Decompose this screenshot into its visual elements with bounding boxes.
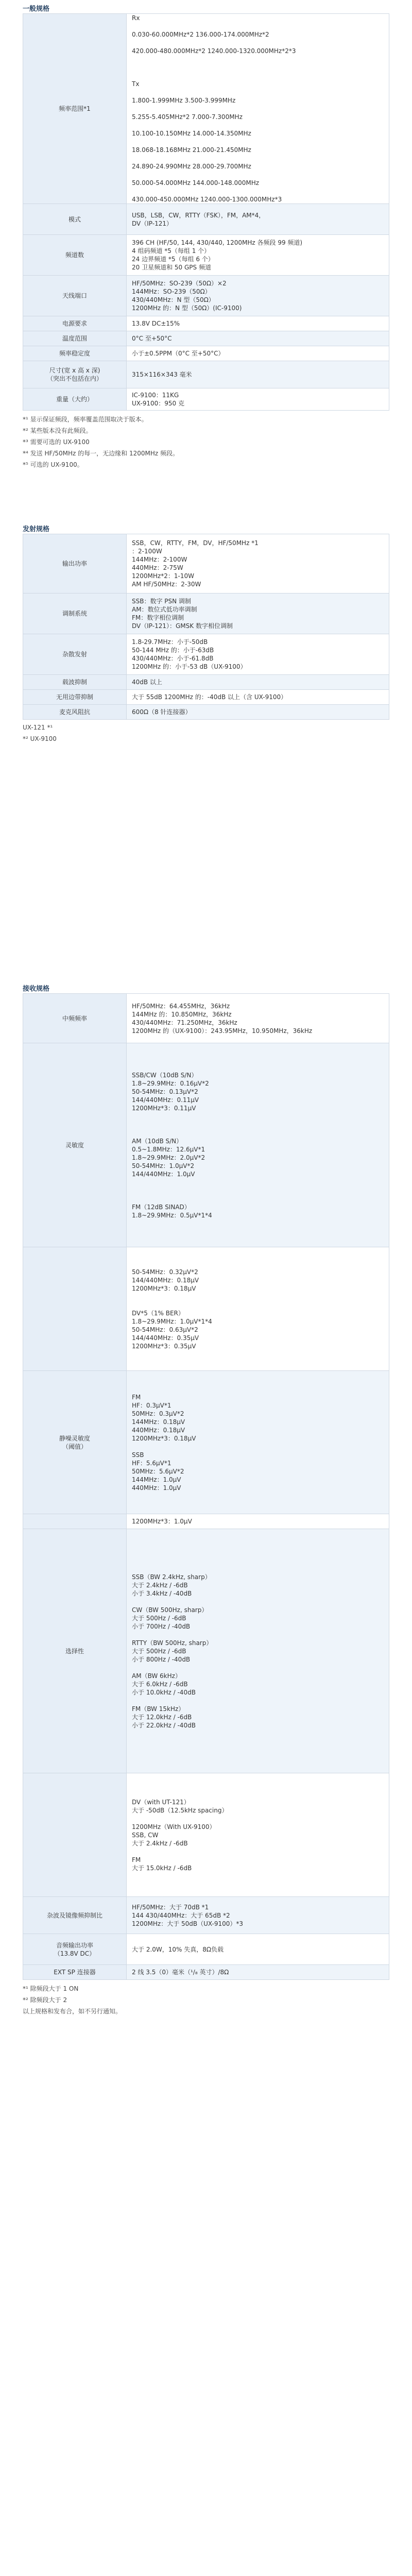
spec-value-line: 1200MHz 的（UX-9100）：243.95MHz，10.950MHz，36kHz — [132, 1027, 313, 1035]
spec-value-line: 50-54MHz：1.0µV*2 — [132, 1162, 195, 1170]
footnote: UX-121 *¹ — [23, 724, 53, 731]
section-title-receiver: 接收规格 — [23, 985, 50, 993]
spec-label: 载波抑制 — [23, 675, 127, 690]
spec-value-line: 小于 10.0kHz / -40dB — [132, 1688, 196, 1696]
spec-row — [23, 1043, 389, 1247]
spec-value-line: 1200MHz*3：0.18µV — [132, 1284, 196, 1292]
spec-value-line: 大于 500Hz / -6dB — [132, 1647, 186, 1655]
spec-row — [23, 346, 389, 361]
spec-value-line: 小于±0.5PPM（0°C 至+50°C） — [132, 350, 225, 357]
spec-value-line: 4 组码频道 *5（每组 1 个） — [132, 247, 211, 255]
spec-label: 调制系统 — [23, 594, 127, 634]
spec-value-line: 1.8~29.9MHz：2.0µV*2 — [132, 1154, 205, 1161]
spec-row — [23, 388, 389, 411]
transmitter-spec-table — [23, 534, 389, 720]
spec-label: 频道数 — [23, 235, 127, 276]
spec-value-line: SSB，CW，RTTY，FM，DV，HF/50MHz *1 — [132, 539, 259, 547]
spec-value-line: 600Ω（8 针连接器） — [132, 708, 192, 716]
spec-value-line: 420.000-480.000MHz*2 1240.000-1320.000MHz*2*3 — [132, 47, 296, 55]
spec-label: 温度范围 — [23, 331, 127, 346]
footnote: 以上规格和发布合，如不另行通知。 — [23, 2008, 122, 2015]
spec-value-line — [132, 1178, 384, 1187]
spec-label: 天线端口 — [23, 276, 127, 316]
spec-value-line: 1200MHz：大于 50dB（UX-9100）*3 — [132, 1920, 244, 1927]
spec-value-line — [132, 154, 384, 162]
spec-value-line: SSB, CW — [132, 1831, 159, 1839]
footnote: *² UX-9100 — [23, 735, 57, 742]
spec-value-line: 1.8~29.9MHz：0.5µV*1*4 — [132, 1211, 212, 1219]
spec-value-line: HF：5.6µV*1 — [132, 1459, 171, 1467]
spec-value — [127, 388, 389, 411]
spec-value-line — [132, 105, 384, 113]
spec-value — [127, 705, 389, 720]
spec-row — [23, 634, 389, 675]
spec-value-line: FM：数字相位调制 — [132, 614, 184, 621]
spec-value-line: 430/440MHz：71.250MHz，36kHz — [132, 1019, 237, 1026]
spec-label: 无用边带抑制 — [23, 690, 127, 705]
spec-value-line: DV（with UT-121） — [132, 1798, 190, 1806]
spec-value-line: FM — [132, 1393, 141, 1401]
spec-value-line: CW（BW 500Hz, sharp） — [132, 1606, 208, 1614]
spec-value-line: 50.000-54.000MHz 144.000-148.000MHz — [132, 179, 260, 187]
spec-value-line: SSB/CW（10dB S/N） — [132, 1071, 198, 1079]
spec-value-line: ：2-100W — [132, 548, 162, 555]
spec-label: 麦克风阻抗 — [23, 705, 127, 720]
spec-value-line: 大于 6.0kHz / -6dB — [132, 1680, 188, 1688]
spec-value-line: 18.068-18.168MHz 21.000-21.450MHz — [132, 146, 251, 154]
spec-row — [23, 361, 389, 388]
spec-value-line: 大于 500Hz / -6dB — [132, 1614, 186, 1622]
spec-label — [23, 1247, 127, 1371]
spec-value-line: USB，LSB，CW，RTTY（FSK），FM，AM*4， — [132, 211, 265, 219]
spec-value-line — [132, 1112, 384, 1121]
spec-value — [127, 1934, 389, 1965]
footnote: *⁵ 可选的 UX-9100。 — [23, 461, 83, 468]
spec-value-line — [132, 1815, 384, 1823]
spec-value — [127, 594, 389, 634]
section-title-general: 一般规格 — [23, 5, 50, 13]
spec-value-line: 440MHz：1.0µV — [132, 1484, 181, 1492]
spec-label — [23, 1773, 127, 1897]
spec-value-line: SSB — [132, 1451, 144, 1459]
spec-value-line — [132, 1598, 384, 1606]
footnote: *³ 需要可选的 UX-9100 — [23, 438, 90, 446]
spec-row — [23, 994, 389, 1043]
spec-value-line: 1200MHz*3：0.18µV — [132, 1434, 196, 1442]
spec-value-line: 440MHz：2-75W — [132, 564, 183, 571]
spec-value-line: HF/50MHz：SO-239（50Ω）×2 — [132, 280, 227, 287]
spec-value — [127, 1773, 389, 1897]
spec-value-line: FM（BW 15kHz） — [132, 1705, 185, 1713]
footnote: *⁴ 发送 HF/50MHz 的每一，无边缘和 1200MHz 频段。 — [23, 450, 179, 457]
spec-value-line: 50-144 MHz 的：小于-63dB — [132, 647, 214, 654]
spec-value — [127, 1371, 389, 1514]
spec-value-line: 1.8-29.7MHz：小于-50dB — [132, 638, 208, 646]
spec-value-line: RTTY（BW 500Hz, sharp） — [132, 1639, 213, 1647]
spec-value-line: 144MHz：2-100W — [132, 556, 187, 563]
spec-value — [127, 1514, 389, 1529]
spec-row — [23, 534, 389, 594]
spec-row — [23, 331, 389, 346]
spec-label: 音频输出功率 （13.8V DC） — [23, 1934, 127, 1965]
spec-value-line: 10.100-10.150MHz 14.000-14.350MHz — [132, 130, 251, 137]
spec-row — [23, 594, 389, 634]
spec-value — [127, 1529, 389, 1773]
spec-value-line — [132, 187, 384, 195]
spec-value-line: 1.8~29.9MHz：0.16µV*2 — [132, 1079, 209, 1087]
spec-value-line: FM（12dB SINAD） — [132, 1203, 191, 1211]
spec-value — [127, 675, 389, 690]
spec-value-line: 144MHz：1.0µV — [132, 1476, 181, 1483]
spec-value-line: 1200MHz*3：1.0µV — [132, 1518, 192, 1525]
spec-label: 选择性 — [23, 1529, 127, 1773]
spec-value-line — [132, 1631, 384, 1639]
spec-row — [23, 14, 389, 204]
spec-value-line — [132, 1121, 384, 1129]
spec-value — [127, 361, 389, 388]
spec-value-line — [132, 171, 384, 179]
spec-label: 模式 — [23, 204, 127, 235]
spec-value-line: AM HF/50MHz：2-30W — [132, 581, 201, 588]
spec-label: 频率范围*1 — [23, 14, 127, 204]
spec-value-line: 144/440MHz：0.18µV — [132, 1276, 199, 1284]
spec-value-line: 144/440MHz：0.11µV — [132, 1096, 199, 1104]
spec-value-line: 1200MHz*3：0.35µV — [132, 1342, 196, 1350]
spec-value-line: UX-9100：950 克 — [132, 400, 184, 407]
spec-value — [127, 346, 389, 361]
spec-value — [127, 1965, 389, 1980]
spec-value-line: 1.800-1.999MHz 3.500-3.999MHz — [132, 97, 236, 104]
spec-value-line: 1.8~29.9MHz：1.0µV*1*4 — [132, 1317, 212, 1325]
spec-value-line: 0.030-60.000MHz*2 136.000-174.000MHz*2 — [132, 31, 269, 38]
spec-value-line — [132, 1129, 384, 1137]
spec-row — [23, 1514, 389, 1529]
spec-value-line: 315×116×343 毫米 — [132, 371, 192, 378]
spec-row — [23, 1247, 389, 1371]
spec-value — [127, 14, 389, 204]
spec-value-line: 小于 22.0kHz / -40dB — [132, 1721, 196, 1729]
spec-value-line: 430.000-450.000MHz 1240.000-1300.000MHz*3 — [132, 196, 282, 203]
spec-value-line: 50-54MHz：0.13µV*2 — [132, 1088, 198, 1095]
spec-value-line: 小于 800Hz / -40dB — [132, 1655, 191, 1663]
spec-label: 电源要求 — [23, 316, 127, 331]
spec-value-line: Tx — [132, 80, 140, 88]
spec-label: EXT SP 连接器 — [23, 1965, 127, 1980]
spec-value — [127, 634, 389, 675]
spec-value-line — [132, 1697, 384, 1705]
spec-label: 灵敏度 — [23, 1043, 127, 1247]
spec-value-line — [132, 63, 384, 72]
spec-label — [23, 1514, 127, 1529]
spec-value-line: DV（IP-121） — [132, 219, 173, 227]
spec-value-line — [132, 72, 384, 80]
spec-value-line — [132, 1664, 384, 1672]
spec-value — [127, 235, 389, 276]
spec-value-line: 0.5~1.8MHz：12.6µV*1 — [132, 1145, 205, 1153]
spec-value-line: 144MHz：SO-239（50Ω） — [132, 288, 211, 295]
spec-value-line — [132, 1293, 384, 1301]
spec-value — [127, 994, 389, 1043]
spec-row — [23, 675, 389, 690]
spec-value-line: AM（10dB S/N） — [132, 1137, 183, 1145]
spec-value-line: 大于 15.0kHz / -6dB — [132, 1864, 192, 1872]
spec-value-line: HF/50MHz：大于 70dB *1 — [132, 1903, 209, 1911]
spec-row — [23, 1773, 389, 1897]
spec-row — [23, 316, 389, 331]
spec-row — [23, 690, 389, 705]
spec-value-line: 5.255-5.405MHz*2 7.000-7.300MHz — [132, 113, 243, 121]
footnote: *¹ 除频段大于 1 ON — [23, 1985, 79, 1992]
spec-row — [23, 1934, 389, 1965]
spec-row — [23, 705, 389, 720]
spec-value-line: 大于 55dB 1200MHz 的：-40dB 以上（含 UX-9100） — [132, 693, 287, 701]
spec-value-line: 1200MHz（With UX-9100） — [132, 1823, 216, 1831]
spec-value-line: 小于 700Hz / -40dB — [132, 1622, 191, 1630]
spec-value-line: 50MHz：5.6µV*2 — [132, 1467, 184, 1475]
spec-value-line: 20 卫星频道和 50 GPS 频道 — [132, 264, 211, 271]
spec-value-line — [132, 22, 384, 30]
spec-value — [127, 204, 389, 235]
spec-value-line: 144/440MHz：1.0µV — [132, 1170, 195, 1178]
spec-value-line: DV*5（1% BER） — [132, 1309, 184, 1317]
spec-label: 频率稳定度 — [23, 346, 127, 361]
spec-value-line: 0°C 至+50°C — [132, 335, 172, 342]
spec-value-line: 50-54MHz：0.32µV*2 — [132, 1268, 198, 1276]
spec-value-line — [132, 88, 384, 96]
spec-value-line: 2 线 3.5（0）毫米（¹/₈ 英寸）/8Ω — [132, 1969, 229, 1976]
spec-label: 输出功率 — [23, 534, 127, 594]
spec-value-line — [132, 1443, 384, 1451]
spec-label: 重量（大约） — [23, 388, 127, 411]
spec-row — [23, 1529, 389, 1773]
spec-value-line: 430/440MHz：小于-61.8dB — [132, 655, 214, 662]
spec-value-line: 50-54MHz：0.63µV*2 — [132, 1326, 198, 1333]
spec-value-line: 50MHz：0.3µV*2 — [132, 1410, 184, 1417]
spec-value-line: AM：数位式低功率调制 — [132, 606, 197, 613]
spec-row — [23, 1965, 389, 1980]
section-title-transmitter: 发射规格 — [23, 526, 50, 533]
spec-row — [23, 1371, 389, 1514]
spec-value-line: AM（BW 6kHz） — [132, 1672, 181, 1680]
footnote: *² 除频段大于 2 — [23, 1996, 67, 2004]
spec-value — [127, 1043, 389, 1247]
spec-value-line — [132, 39, 384, 47]
spec-value-line: 144MHz 的：10.850MHz，36kHz — [132, 1010, 232, 1018]
spec-value-line: 小于 3.4kHz / -40dB — [132, 1589, 192, 1597]
spec-value-line — [132, 1848, 384, 1856]
spec-value-line: HF/50MHz：64.455MHz，36kHz — [132, 1002, 230, 1010]
footnote: *² 某些版本没有此频段。 — [23, 427, 92, 434]
spec-value — [127, 534, 389, 594]
spec-value-line: 24 边界频道 *5（每组 6 个） — [132, 256, 214, 263]
spec-value-line: 1200MHz*3：0.11µV — [132, 1104, 196, 1112]
spec-value-line: 大于 2.0W，10% 失真，8Ω负载 — [132, 1945, 224, 1953]
spec-label: 静噪灵敏度 （阈值） — [23, 1371, 127, 1514]
spec-value-line — [132, 1195, 384, 1203]
spec-value — [127, 1897, 389, 1934]
spec-row — [23, 204, 389, 235]
spec-value-line: 144/440MHz：0.35µV — [132, 1334, 199, 1342]
spec-value-line: Rx — [132, 14, 140, 22]
spec-value — [127, 331, 389, 346]
spec-value-line — [132, 138, 384, 146]
spec-value-line: 144 430/440MHz：大于 65dB *2 — [132, 1911, 230, 1919]
spec-value — [127, 276, 389, 316]
spec-value — [127, 316, 389, 331]
spec-value-line: 13.8V DC±15% — [132, 320, 180, 327]
spec-label: 中频频率 — [23, 994, 127, 1043]
spec-value-line: 396 CH (HF/50, 144, 430/440, 1200MHz 各频段 99 频道) — [132, 239, 303, 246]
spec-label: 尺寸(宽 x 高 x 深) （突出不包括在内） — [23, 361, 127, 388]
spec-value-line — [132, 1301, 384, 1309]
spec-value-line: 大于 -50dB（12.5kHz spacing） — [132, 1806, 228, 1814]
spec-value-line: HF：0.3µV*1 — [132, 1401, 171, 1409]
spec-value-line: DV（IP-121）：GMSK 数字相位调制 — [132, 622, 233, 630]
spec-value-line: 1200MHz 的：N 型（50Ω）(IC-9100) — [132, 304, 242, 312]
spec-value-line: IC-9100：11KG — [132, 392, 179, 399]
spec-label: 杂散发射 — [23, 634, 127, 675]
spec-value-line: 40dB 以上 — [132, 679, 162, 686]
receiver-spec-table — [23, 993, 389, 1980]
general-spec-table — [23, 13, 389, 411]
footnote: *¹ 显示保证频段，频率覆盖范围取决于版本。 — [23, 416, 148, 423]
spec-row — [23, 235, 389, 276]
spec-value-line: SSB（BW 2.4kHz, sharp） — [132, 1573, 211, 1581]
spec-value — [127, 690, 389, 705]
spec-value-line — [132, 121, 384, 129]
spec-value-line: 144MHz：0.18µV — [132, 1418, 185, 1426]
spec-value-line: 大于 12.0kHz / -6dB — [132, 1713, 192, 1721]
spec-value-line: 大于 2.4kHz / -6dB — [132, 1581, 188, 1589]
spec-label: 杂波及镜像频抑制比 — [23, 1897, 127, 1934]
spec-value-line: 1200MHz*2：1-10W — [132, 572, 194, 580]
spec-value-line: 大于 2.4kHz / -6dB — [132, 1839, 188, 1847]
spec-value — [127, 1247, 389, 1371]
spec-value-line: 1200MHz 的：小于-53 dB（UX-9100） — [132, 663, 247, 670]
spec-value-line: SSB：数字 PSN 调制 — [132, 598, 191, 605]
spec-value-line — [132, 1187, 384, 1195]
spec-value-line: 430/440MHz：N 型（50Ω） — [132, 296, 215, 303]
spec-value-line: FM — [132, 1856, 141, 1863]
spec-value-line — [132, 55, 384, 63]
spec-row — [23, 276, 389, 316]
spec-value-line: 24.890-24.990MHz 28.000-29.700MHz — [132, 163, 251, 170]
spec-row — [23, 1897, 389, 1934]
spec-value-line: 440MHz：0.18µV — [132, 1426, 185, 1434]
